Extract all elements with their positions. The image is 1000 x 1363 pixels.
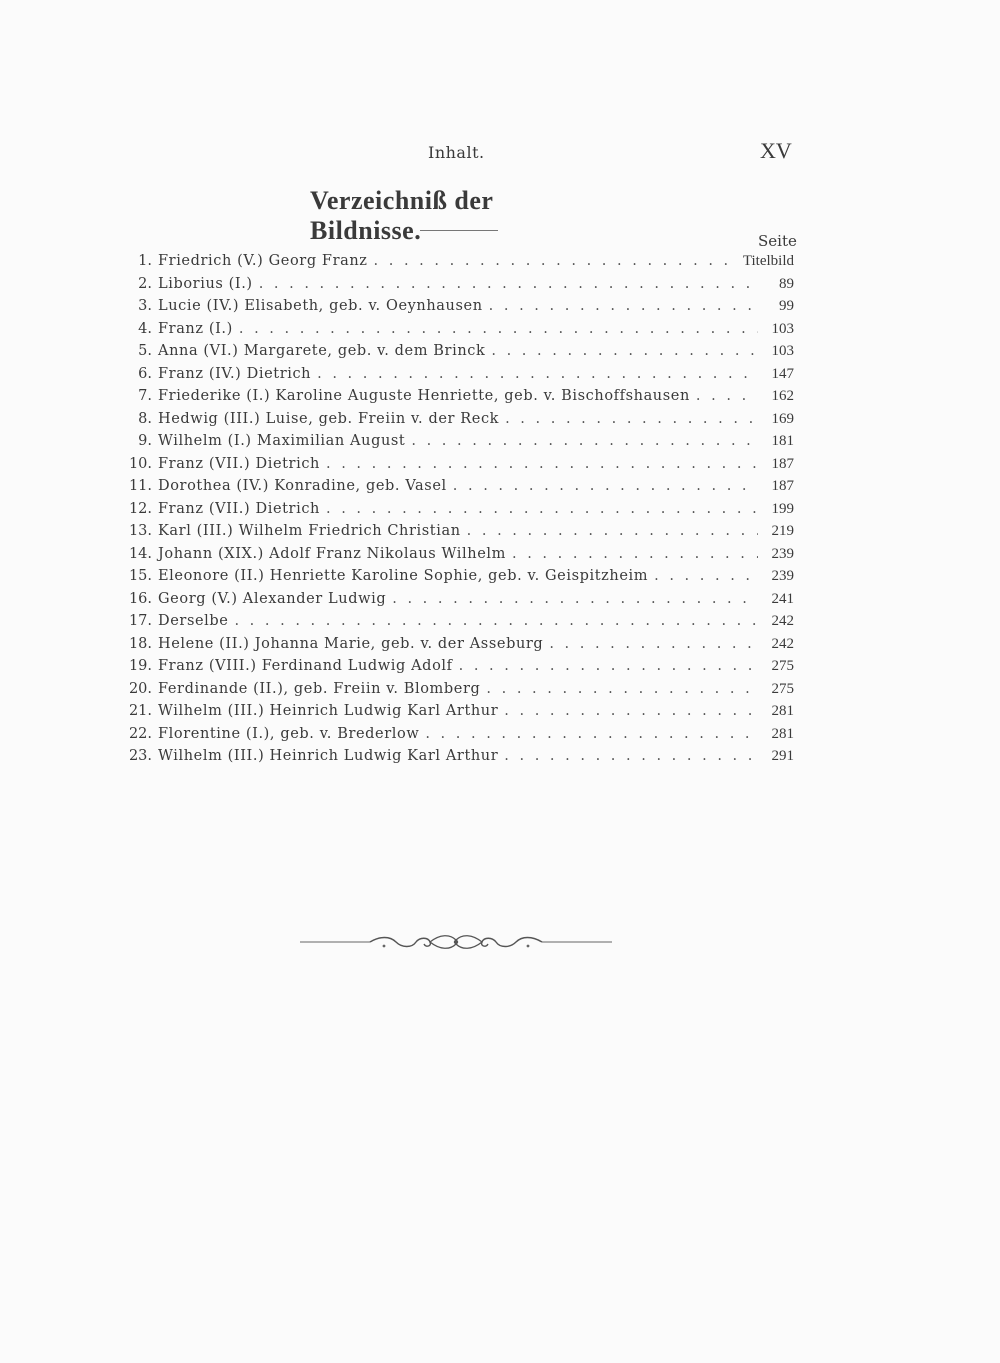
flourish-divider-icon: [300, 928, 612, 956]
toc-entry: [118, 321, 794, 344]
dot-leader: [392, 591, 758, 607]
entry-number: 6.: [138, 365, 152, 382]
entry-page: 291: [771, 748, 794, 764]
entry-name: Franz (VIII.) Ferdinand Ludwig Adolf: [158, 658, 453, 674]
dot-leader: [467, 523, 758, 539]
dot-leader: [259, 276, 758, 292]
entry-name: Franz (IV.) Dietrich: [158, 365, 312, 382]
dot-leader: [504, 703, 758, 719]
entry-name: Franz (VII.) Dietrich: [158, 455, 320, 472]
entry-number: 16.: [128, 590, 152, 607]
entry-name: Ferdinande (II.), geb. Freiin v. Blomberg: [158, 680, 481, 697]
toc-entry: [118, 568, 794, 591]
entry-number: 17.: [128, 613, 152, 629]
entry-page: 162: [771, 388, 794, 404]
entry-page: 242: [771, 635, 794, 652]
entry-page: 275: [771, 658, 794, 674]
entry-number: 19.: [128, 658, 152, 674]
entry-name: Eleonore (II.) Henriette Karoline Sophie, geb. v. Geispitzheim: [158, 568, 649, 584]
column-header-page: Seite: [758, 232, 797, 250]
entry-name: Wilhelm (III.) Heinrich Ludwig Karl Arthur: [158, 703, 499, 719]
entry-page: 239: [771, 545, 794, 562]
toc-entry: [118, 298, 794, 321]
entry-page: 187: [771, 455, 794, 472]
entry-number: 7.: [138, 388, 152, 404]
dot-leader: [489, 298, 758, 314]
entry-page: Titelbild: [742, 253, 794, 269]
entry-number: 12.: [128, 500, 152, 517]
title-divider: [420, 230, 498, 231]
entry-name: Florentine (I.), geb. v. Brederlow: [158, 725, 420, 742]
entry-name: Liborius (I.): [158, 275, 253, 292]
dot-leader: [234, 613, 758, 629]
toc-entry: [118, 411, 794, 434]
toc-entry: [118, 591, 794, 614]
entry-number: 15.: [128, 568, 152, 584]
entry-page: 187: [771, 478, 794, 494]
entry-page: 169: [771, 410, 794, 427]
entry-page: 199: [771, 500, 794, 517]
entry-page: 281: [771, 703, 794, 719]
toc-entry: [118, 456, 794, 479]
entry-page: 89: [779, 275, 794, 292]
entry-page: 242: [771, 613, 794, 629]
dot-leader: [491, 343, 758, 359]
entry-number: 14.: [128, 545, 152, 562]
dot-leader: [453, 478, 758, 494]
dot-leader: [504, 748, 758, 764]
toc-entry: [118, 388, 794, 411]
toc-entry: [118, 253, 794, 276]
entry-name: Karl (III.) Wilhelm Friedrich Christian: [158, 523, 461, 539]
entry-number: 2.: [138, 275, 152, 292]
dot-leader: [326, 456, 758, 472]
entry-name: Wilhelm (III.) Heinrich Ludwig Karl Arthur: [158, 748, 499, 764]
entry-page: 181: [771, 433, 794, 449]
toc-entry: [118, 501, 794, 524]
entry-page: 239: [771, 568, 794, 584]
entry-name: Friederike (I.) Karoline Auguste Henriette, geb. v. Bischoffshausen: [158, 388, 690, 404]
entry-page: 147: [771, 365, 794, 382]
entry-number: 1.: [138, 253, 152, 269]
entry-name: Anna (VI.) Margarete, geb. v. dem Brinck: [158, 343, 486, 359]
dot-leader: [326, 501, 758, 517]
toc-entry: [118, 726, 794, 749]
entry-number: 4.: [138, 320, 152, 337]
entry-page: 275: [771, 680, 794, 697]
entry-name: Helene (II.) Johanna Marie, geb. v. der Asseburg: [158, 635, 544, 652]
entry-name: Wilhelm (I.) Maximilian August: [158, 433, 406, 449]
dot-leader: [654, 568, 758, 584]
dot-leader: [505, 411, 758, 427]
entry-page: 219: [771, 523, 794, 539]
toc-entry: [118, 681, 794, 704]
entry-number: 20.: [128, 680, 152, 697]
entry-number: 18.: [128, 635, 152, 652]
dot-leader: [425, 726, 758, 742]
entry-page: 103: [771, 320, 794, 337]
entry-number: 11.: [128, 478, 152, 494]
entry-page: 281: [771, 725, 794, 742]
toc-entry: [118, 478, 794, 501]
running-head-section: Inhalt.: [428, 143, 485, 162]
toc-entry: [118, 276, 794, 299]
dot-leader: [486, 681, 758, 697]
entry-number: 22.: [128, 725, 152, 742]
entry-page: 103: [771, 343, 794, 359]
page-title: Verzeichniß der Bildnisse.: [310, 186, 493, 245]
dot-leader: [549, 636, 758, 652]
dot-leader: [317, 366, 758, 382]
entry-number: 8.: [138, 410, 152, 427]
toc-entry: [118, 523, 794, 546]
entry-name: Derselbe: [158, 613, 229, 629]
dot-leader: [411, 433, 758, 449]
entry-number: 5.: [138, 343, 152, 359]
toc-entry: [118, 703, 794, 726]
entry-number: 9.: [138, 433, 152, 449]
dot-leader: [459, 658, 758, 674]
entry-name: Franz (VII.) Dietrich: [158, 500, 320, 517]
toc-entry: [118, 433, 794, 456]
toc-entry: [118, 748, 794, 771]
entry-number: 10.: [128, 455, 152, 472]
entry-number: 3.: [138, 298, 152, 314]
toc-entry: [118, 658, 794, 681]
entry-name: Franz (I.): [158, 320, 233, 337]
portrait-index-list: [118, 253, 794, 771]
entry-name: Hedwig (III.) Luise, geb. Freiin v. der Reck: [158, 410, 500, 427]
entry-number: 21.: [128, 703, 152, 719]
entry-number: 13.: [128, 523, 152, 539]
toc-entry: [118, 343, 794, 366]
entry-name: Lucie (IV.) Elisabeth, geb. v. Oeynhausen: [158, 298, 483, 314]
toc-entry: [118, 366, 794, 389]
entry-number: 23.: [128, 748, 152, 764]
entry-name: Dorothea (IV.) Konradine, geb. Vasel: [158, 478, 447, 494]
entry-name: Georg (V.) Alexander Ludwig: [158, 590, 387, 607]
entry-name: Johann (XIX.) Adolf Franz Nikolaus Wilhelm: [158, 545, 506, 562]
toc-entry: [118, 613, 794, 636]
toc-entry: [118, 546, 794, 569]
running-head-page-number: XV: [760, 138, 792, 163]
toc-entry: [118, 636, 794, 659]
dot-leader: [374, 253, 737, 269]
entry-page: 99: [779, 298, 794, 314]
dot-leader: [239, 321, 758, 337]
entry-page: 241: [771, 590, 794, 607]
dot-leader: [696, 388, 758, 404]
entry-name: Friedrich (V.) Georg Franz: [158, 253, 368, 269]
dot-leader: [512, 546, 758, 562]
